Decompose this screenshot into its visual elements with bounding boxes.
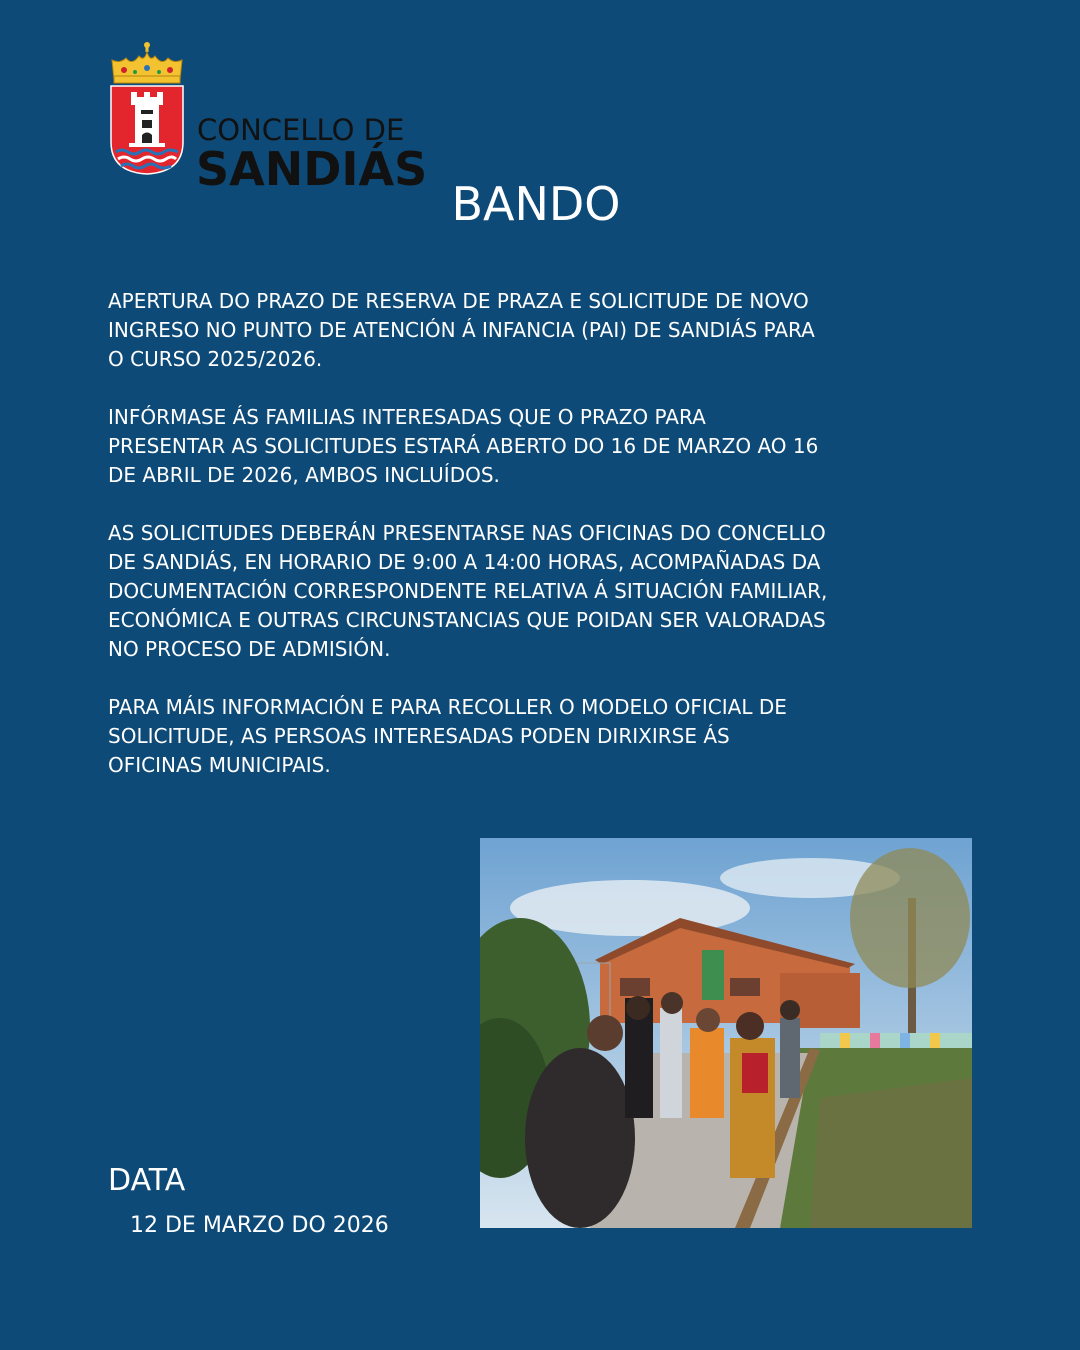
school-photo	[480, 838, 972, 1228]
paragraph-deadline: INFÓRMASE ÁS FAMILIAS INTERESADAS QUE O PRAZO PARA PRESENTAR AS SOLICITUDES ESTARÁ ABERTO DO 16 DE MARZO AO 16 DE ABRIL DE 2026, AMBOS INCLUÍDOS.	[108, 405, 819, 487]
date-value: 12 DE MARZO DO 2026	[130, 1213, 389, 1238]
coat-of-arms-icon	[108, 40, 186, 176]
date-label: DATA	[108, 1163, 186, 1198]
page-title: BANDO	[451, 177, 621, 231]
org-name-line1: CONCELLO DE	[197, 113, 405, 147]
org-name-line2: SANDIÁS	[196, 142, 428, 196]
paragraph-submission: AS SOLICITUDES DEBERÁN PRESENTARSE NAS OFICINAS DO CONCELLO DE SANDIÁS, EN HORARIO DE 9:00 A 14:00 HORAS, ACOMPAÑADAS DA DOCUMENTACIÓN CORRESPONDENTE RELATIVA Á SITUACIÓN FAMILIAR, ECONÓMICA E OUTRAS CIRCUNSTANCIAS QUE POIDAN SER VALORADAS NO PROCESO DE ADMISIÓN.	[108, 521, 828, 661]
municipality-logo	[108, 40, 428, 196]
announcement-body	[108, 287, 828, 809]
paragraph-information: PARA MÁIS INFORMACIÓN E PARA RECOLLER O MODELO OFICIAL DE SOLICITUDE, AS PERSOAS INTERESADAS PODEN DIRIXIRSE ÁS OFICINAS MUNICIPAIS.	[108, 695, 787, 777]
paragraph-opening: APERTURA DO PRAZO DE RESERVA DE PRAZA E SOLICITUDE DE NOVO INGRESO NO PUNTO DE ATENCIÓN Á INFANCIA (PAI) DE SANDIÁS PARA O CURSO 2025/2026.	[108, 289, 815, 371]
